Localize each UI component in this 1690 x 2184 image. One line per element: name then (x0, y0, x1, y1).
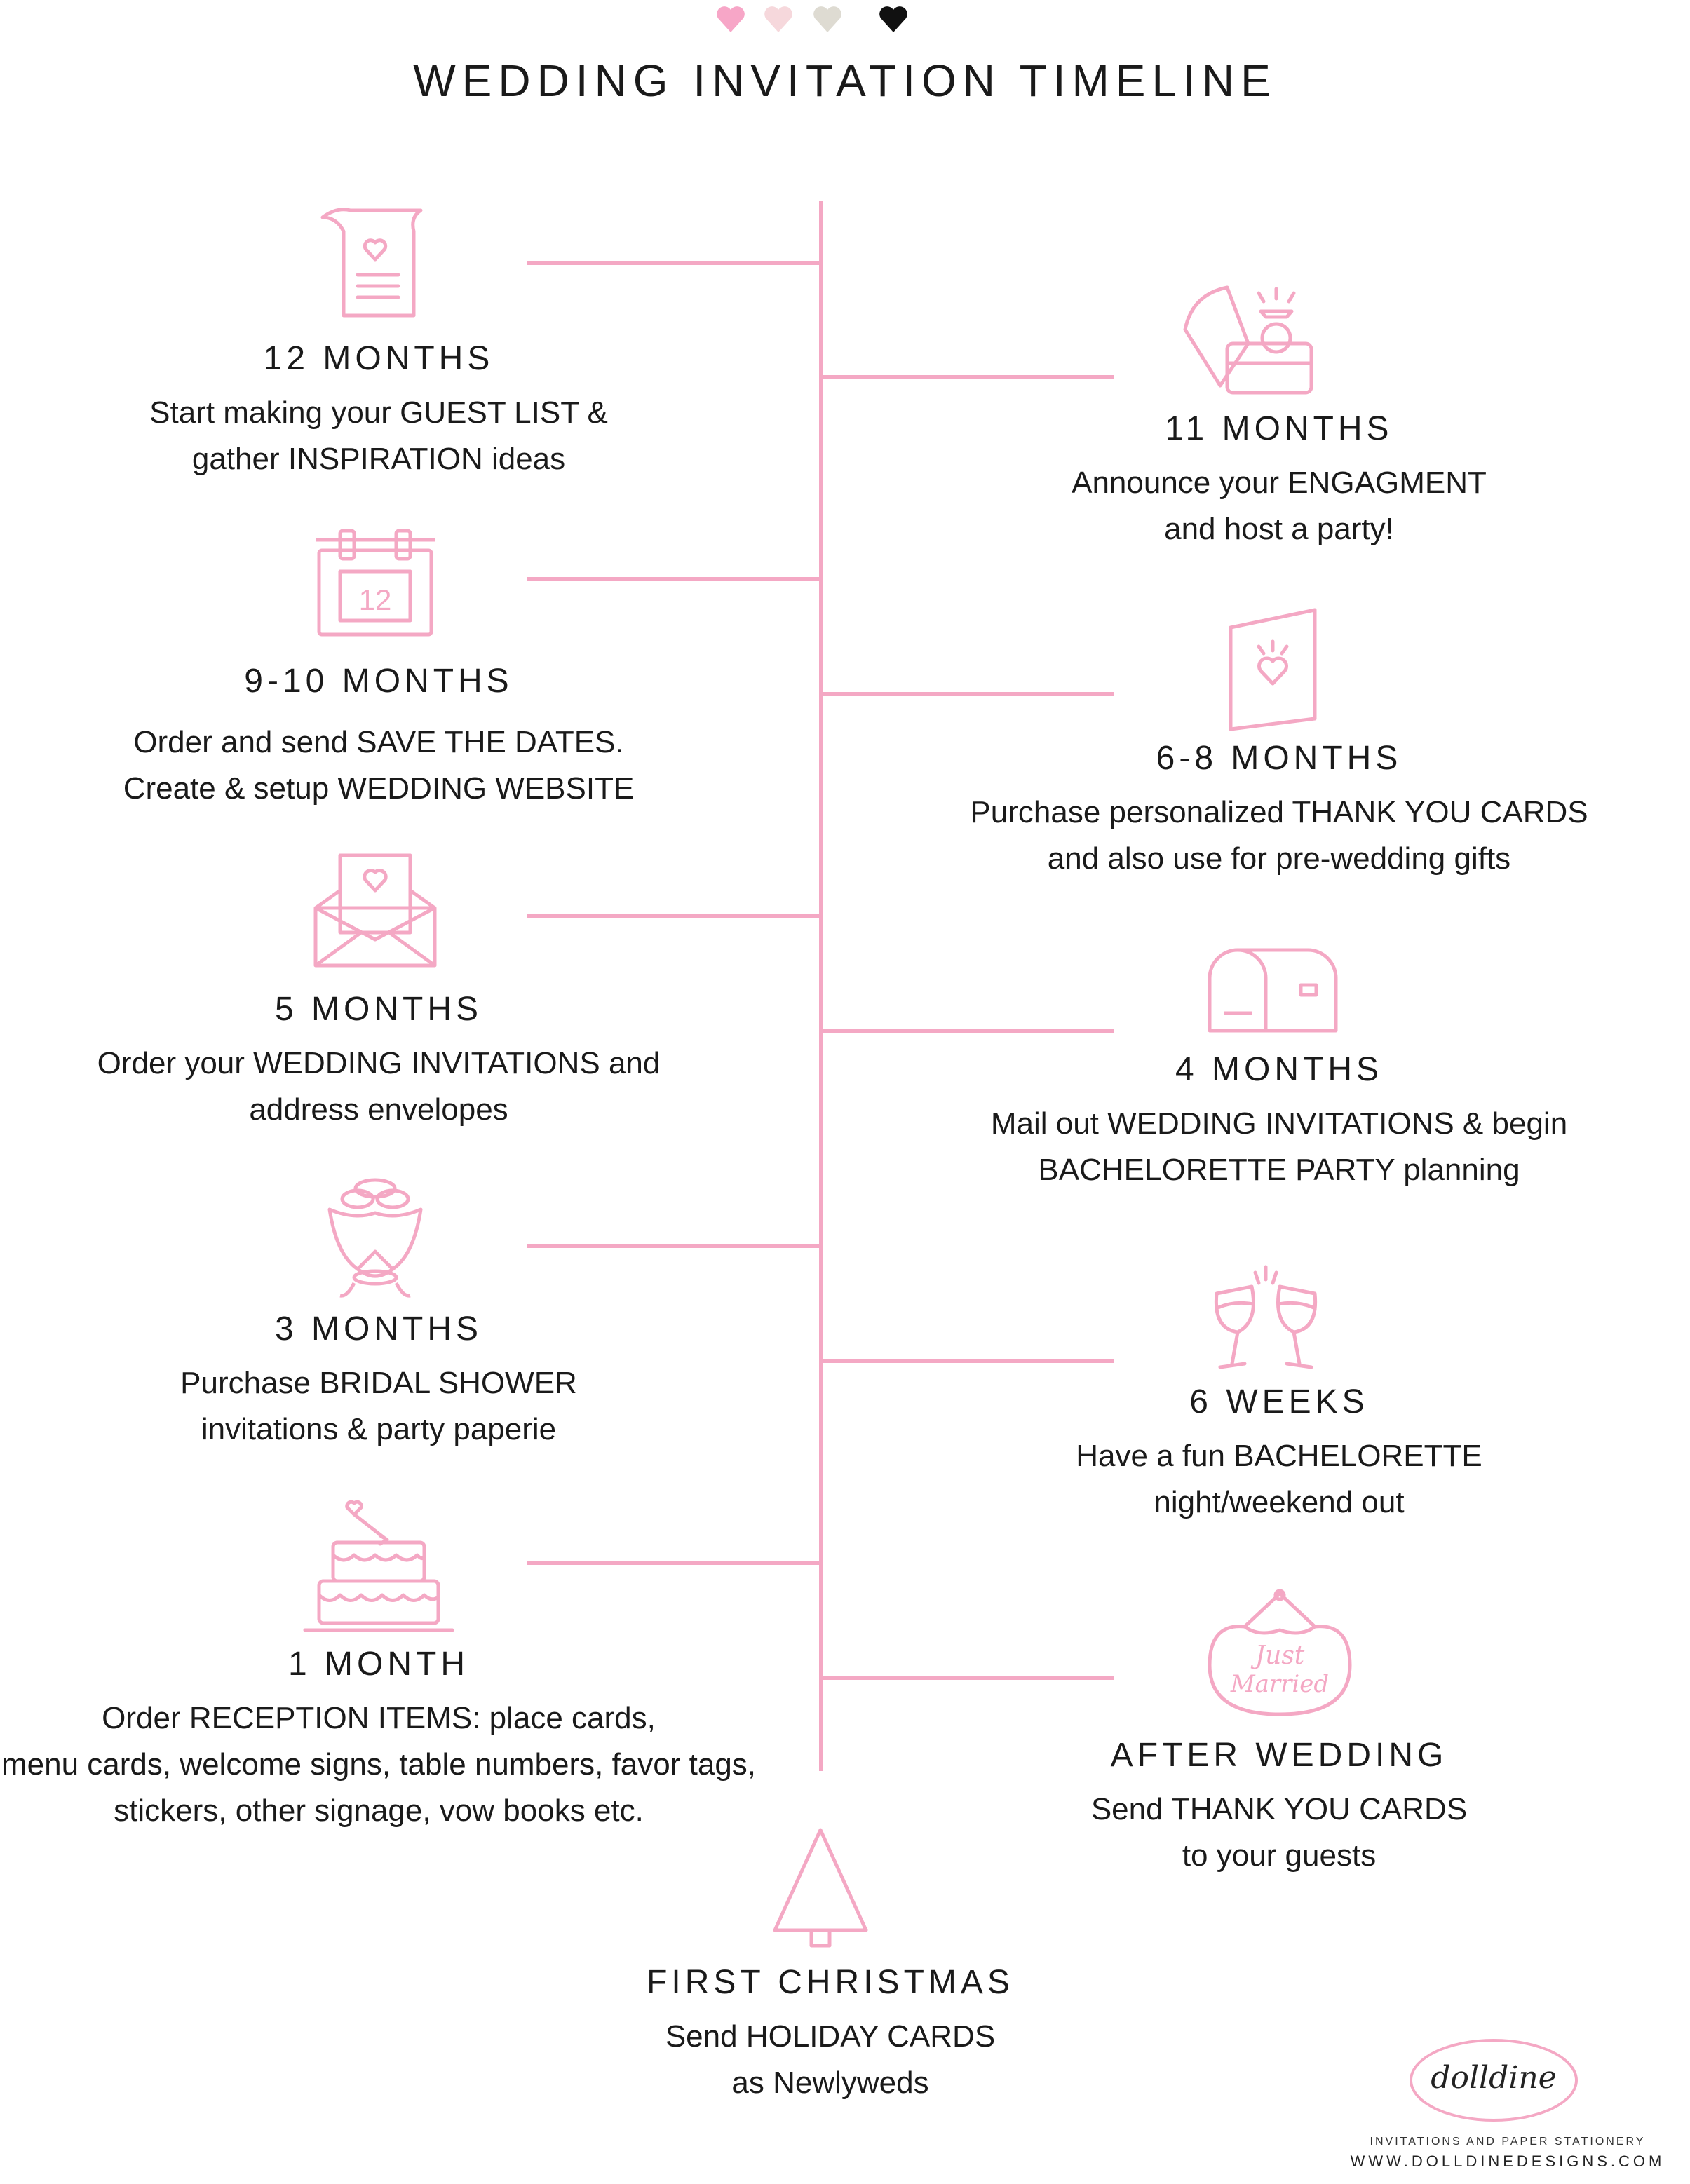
timeline-description: Purchase BRIDAL SHOWER (180, 1366, 577, 1400)
timeline-item-1-month (0, 1643, 764, 1834)
timeline-item-5-months (0, 989, 764, 1133)
heart-icon (764, 6, 792, 32)
timeline-spine (819, 201, 823, 1771)
scroll-heart-icon (316, 203, 435, 323)
timeline-item-6-8-months (893, 738, 1665, 882)
timeline-label: 11 MONTHS (1165, 410, 1393, 447)
timeline-item-9-10-months (0, 660, 764, 812)
timeline-label: 5 MONTHS (274, 991, 482, 1028)
timeline-item-after-wedding (893, 1735, 1665, 1879)
branch-5-months (527, 914, 822, 918)
logo-name: dolldine (1431, 2060, 1557, 2096)
mailbox-icon (1206, 947, 1339, 1034)
timeline-description: address envelopes (249, 1092, 508, 1127)
timeline-item-12-months (0, 338, 764, 482)
timeline-description: menu cards, welcome signs, table numbers, favor tags, (1, 1747, 757, 1782)
page-title: WEDDING INVITATION TIMELINE (413, 55, 1277, 106)
timeline-description: Create & setup WEDDING WEBSITE (123, 771, 635, 806)
branch-6-weeks (819, 1359, 1114, 1363)
envelope-letter-icon (312, 852, 438, 971)
logo-tagline: INVITATIONS AND PAPER STATIONERY (1370, 2136, 1646, 2148)
timeline-label: AFTER WEDDING (1110, 1737, 1448, 1774)
timeline-description: to your guests (1182, 1838, 1377, 1873)
wedding-cake-icon (302, 1500, 456, 1637)
ring-box-icon (1171, 280, 1325, 407)
timeline-label: 6-8 MONTHS (1156, 740, 1402, 777)
sign-text-married: Married (1230, 1670, 1330, 1698)
timeline-description: and also use for pre-wedding gifts (1047, 841, 1511, 876)
just-married-sign-icon (1203, 1588, 1357, 1721)
timeline-label: FIRST CHRISTMAS (647, 1964, 1014, 2001)
timeline-label: 12 MONTHS (263, 340, 494, 377)
timeline-description: Order and send SAVE THE DATES. (133, 725, 624, 759)
christmas-tree-icon (768, 1826, 873, 1949)
timeline-description: gather INSPIRATION ideas (191, 442, 566, 476)
branch-3-months (527, 1244, 822, 1248)
timeline-description: Order your WEDDING INVITATIONS and (97, 1046, 661, 1080)
timeline-description: Purchase personalized THANK YOU CARDS (970, 795, 1588, 829)
timeline-label: 9-10 MONTHS (244, 663, 513, 700)
branch-12-months (527, 261, 822, 265)
timeline-label: 6 WEEKS (1189, 1383, 1369, 1420)
branch-9-10-months (527, 577, 822, 581)
heart-icon (717, 6, 745, 32)
timeline-description: Mail out WEDDING INVITATIONS & begin (990, 1106, 1568, 1141)
timeline-description: and host a party! (1164, 512, 1394, 546)
logo-website: WWW.DOLLDINEDESIGNS.COM (1350, 2152, 1665, 2170)
timeline-description: as Newlyweds (731, 2066, 929, 2100)
timeline-description: night/weekend out (1154, 1485, 1405, 1519)
calendar-icon (309, 522, 442, 642)
calendar-number: 12 (358, 583, 392, 616)
timeline-description: Announce your ENGAGMENT (1072, 466, 1487, 500)
timeline-description: stickers, other signage, vow books etc. (114, 1793, 644, 1828)
timeline-item-6-weeks (893, 1381, 1665, 1526)
branch-4-months (819, 1029, 1114, 1033)
sign-text-just: Just (1255, 1641, 1305, 1670)
timeline-label: 4 MONTHS (1175, 1051, 1383, 1088)
branch-after-wedding (819, 1676, 1114, 1680)
branch-6-8-months (819, 692, 1114, 696)
timeline-item-4-months (893, 1049, 1665, 1193)
timeline-description: Send HOLIDAY CARDS (665, 2019, 996, 2054)
timeline-item-first-christmas (445, 1962, 1216, 2106)
timeline-description: invitations & party paperie (201, 1412, 557, 1446)
branch-1-month (527, 1561, 822, 1565)
timeline-description: BACHELORETTE PARTY planning (1038, 1153, 1520, 1187)
toasting-glasses-icon (1203, 1259, 1329, 1374)
heart-icon (813, 6, 841, 32)
timeline-description: Have a fun BACHELORETTE (1076, 1439, 1482, 1473)
heart-card-icon (1220, 603, 1325, 733)
heart-icon (879, 6, 907, 32)
brand-logo (1332, 2019, 1683, 2180)
branch-11-months (819, 375, 1114, 379)
timeline-description: Send THANK YOU CARDS (1090, 1792, 1468, 1826)
decorative-hearts (715, 3, 912, 35)
timeline-label: 1 MONTH (288, 1646, 469, 1683)
bouquet-icon (319, 1171, 431, 1301)
timeline-item-3-months (0, 1308, 764, 1453)
timeline-description: Start making your GUEST LIST & (149, 395, 608, 430)
timeline-description: Order RECEPTION ITEMS: place cards, (102, 1701, 656, 1735)
timeline-label: 3 MONTHS (274, 1310, 482, 1348)
timeline-item-11-months (893, 408, 1665, 552)
